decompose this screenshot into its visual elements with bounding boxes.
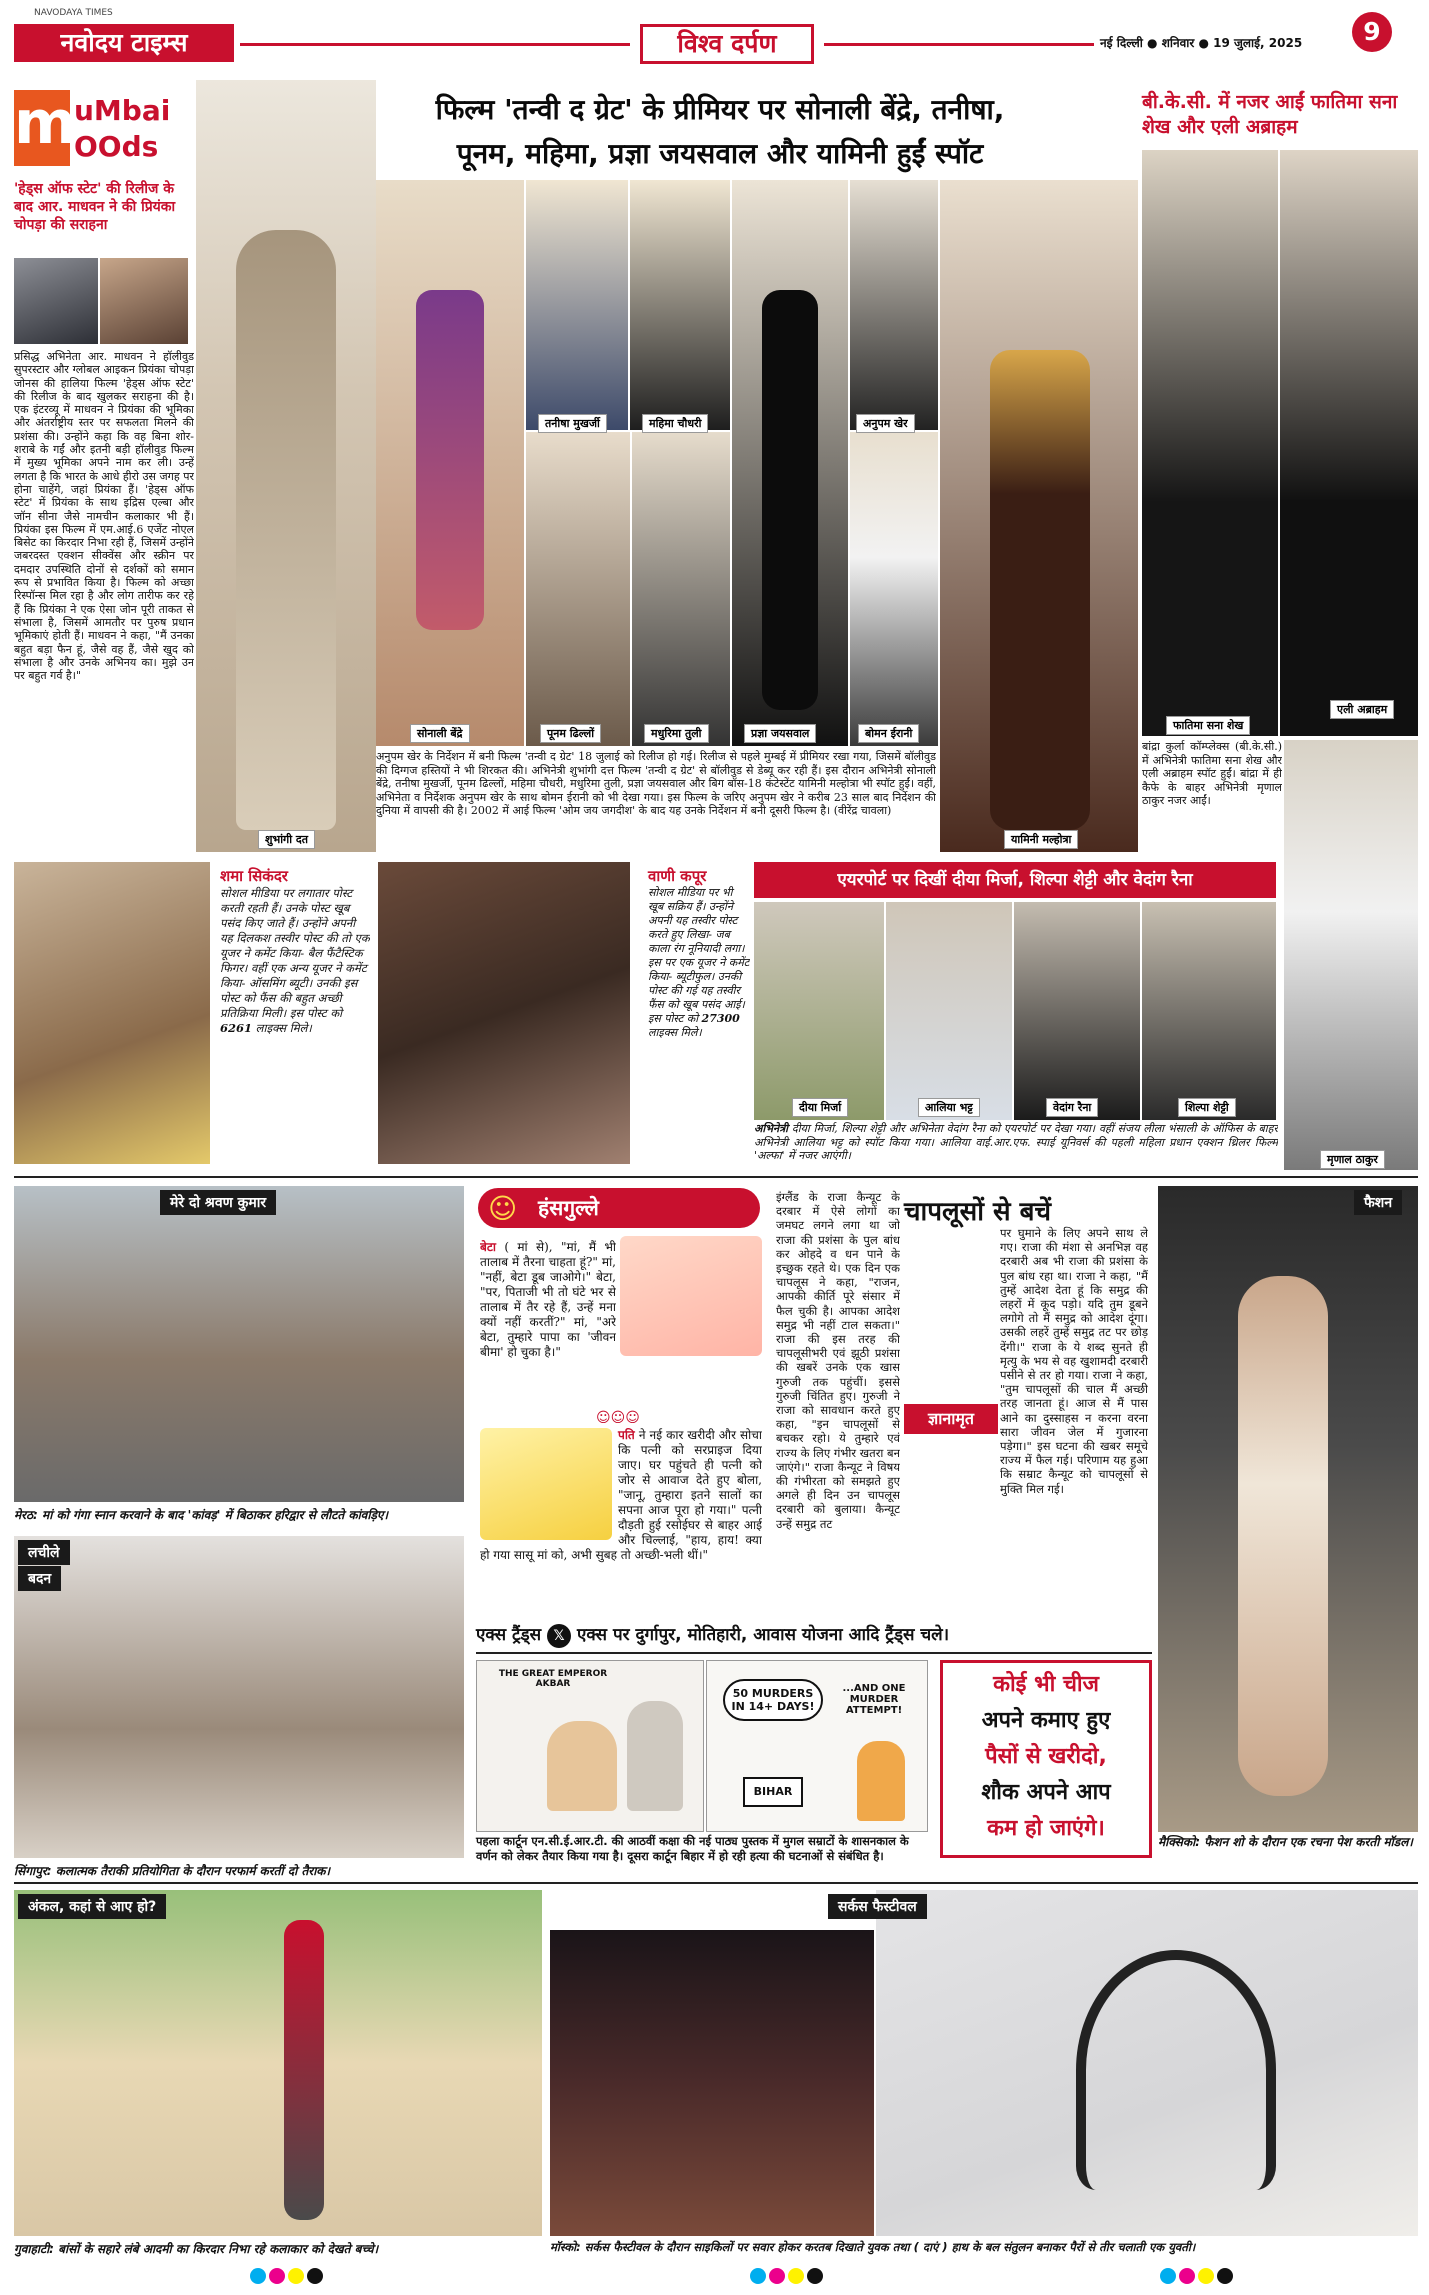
dateline: नई दिल्ली ● शनिवार ● 19 जुलाई, 2025 (1100, 36, 1303, 50)
mumbai-body: प्रसिद्ध अभिनेता आर. माधवन ने हॉलीवुड सुपरस्टार और ग्लोबल आइकन प्रियंका चोपड़ा जोनस की हालिया फिल्म 'हेड्स ऑफ स्टेट' की रिलीज के बाद खुलकर सराहना की है। एक इंटरव्यू में माधवन ने प्रियंका की भूमिका और अंतर्राष्ट्रीय स्तर पर सफलता मिलने की प्रशंसा की। उन्होंने कहा कि वह बिना शोर-शराबे के गईं और इतनी बड़ी हॉलीवुड फिल्म में मुख्य भूमिका अपने नाम कर ली। उन्हें लगता है कि भारत के आधे हीरो उस जगह पर होना चाहेंगे, जहां प्रियंका हैं। 'हेड्स ऑफ स्टेट' में प्रियंका के साथ इद्रिस एल्बा और जॉन सीना जैसे नामचीन कलाकार भी हैं। प्रियंका इस फिल्म में एम.आई.6 एजेंट नोएल बिसेट का किरदार निभा रही हैं, जिसमें उन्होंने जबरदस्त एक्शन सीक्वेंस और स्क्रीन पर दमदार उपस्थिति दोनों से दर्शकों को समान रूप से प्रभावित किया है। फिल्म को अच्छा रिस्पॉन्स मिल रहा है और लोग तारीफ कर रहे हैं कि प्रियंका ने एक ऐसा जोन पूरी ताकत से संभाला है, जिसमें आमतौर पर पुरुष प्रधान भूमिकाएं होती हैं। माधवन ने कहा, "मैं उनका बहुत बड़ा फैन हूं, जैसे वह हैं, जैसे खुद को संभाला है और उनके अभिनय का। मुझे उन पर बहुत गर्व है।" (14, 350, 194, 683)
pragya-photo (732, 180, 848, 746)
gyanamrit-title: चापलूसों से बचें (904, 1197, 1051, 1227)
registration-dots-right (1160, 2268, 1233, 2284)
cartoon-caption: पहला कार्टून एन.सी.ई.आर.टी. की आठवीं कक्षा की नई पाठ्य पुस्तक में मुगल सम्राटों के शासनकाल के वर्णन को लेकर तैयार किया गया है। दूसरा कार्टून बिहार में हो रही हत्या की घटनाओं से संबंधित है। (476, 1834, 909, 1863)
page-number: 9 (1352, 12, 1392, 52)
cartoon-2 (706, 1660, 928, 1832)
dot-magenta (1179, 2268, 1195, 2284)
vedang-photo (1014, 902, 1140, 1120)
vani-body (648, 886, 750, 1166)
cartoon-figure-3 (857, 1741, 905, 1821)
section-title: विश्व दर्पण (640, 24, 814, 64)
dot-yellow (1198, 2268, 1214, 2284)
bkc-headline: बी.के.सी. में नजर आईं फातिमा सना शेख और एली अब्राहम (1142, 91, 1398, 138)
joke1 (480, 1240, 616, 1368)
swimmers-photo (14, 1536, 464, 1858)
paper-logo: नवोदय टाइम्स (14, 24, 234, 62)
quote-line-4: शौक अपने आप (981, 1780, 1111, 1805)
cartoon-bubble-2: ...AND ONE MURDER ATTEMPT! (842, 1683, 906, 1716)
car-float (480, 1428, 618, 1540)
gown-shape (236, 230, 336, 830)
shilpa-photo (1142, 902, 1276, 1120)
dot-black (807, 2268, 823, 2284)
gyanamrit-col1: इंग्लैंड के राजा कैन्यूट के दरबार में ऐसे लोगों का जमघट लगने लगा था जो राजा की प्रशंसा के पुल बांध कर ओहदे व धन पाने के इच्छुक रहते थे। एक दिन एक चापलूस ने कहा, "राजन, आपकी कीर्ति पूरे संसार में फैल चुकी है। आपका आदेश समुद्र भी नहीं टाल सकता।" राजा की इस तरह की चापलूसीभरी एवं झूठी प्रशंसा की खबरें उनके एक खास गुरुजी तक पहुंचीं। इससे गुरुजी चिंतित हुए। गुरुजी ने राजा को सावधान करते हुए कहा, "इन चापलूसों से बचकर रहो। ये तुम्हारे एवं राज्य के लिए गंभीर खतरा बन जाएंगे।" राजा कैन्यूट ने विषय की गंभीरता को समझते हुए अगले ही दिन उन चापलूस दरबारी को बुलाया। कैन्यूट उन्हें समुद्र तट (776, 1190, 900, 1531)
dot-magenta (769, 2268, 785, 2284)
caption-pragya: प्रज्ञा जयसवाल (744, 724, 816, 743)
circus-archer-photo (876, 1890, 1418, 2236)
uncle-label: अंकल, कहां से आए हो? (18, 1894, 166, 1919)
caption-yamini: यामिनी मल्होत्रा (1004, 830, 1078, 849)
cartoon-1 (476, 1660, 704, 1832)
hansgulle-separator: ☺☺☺ (596, 1410, 640, 1426)
circus-label: सर्कस फैस्टीवल (828, 1894, 927, 1919)
vani-likes-suffix: लाइक्स मिले। (648, 1026, 702, 1039)
elli-photo (1280, 150, 1418, 736)
fashion-caption: मैक्सिको: फैशन शो के दौरान एक रचना पेश करती मॉडल। (1158, 1835, 1413, 1849)
cartoon-sign: BIHAR (743, 1777, 803, 1807)
cartoon-figure-2 (627, 1701, 683, 1811)
joke1-text: ( मां से), "मां, मैं भी तालाब में तैरना चाहता हूं?" मां, "नहीं, बेटा डूब जाओगे।" बेटा, "पर, पिताजी भी तो घंटे भर से तालाब में तैर रहे हैं, उन्हें मना क्यों नहीं करतीं?" मां, "अरे बेटा, तुम्हारे पापा का 'जीवन बीमा' हो चुका है।" (480, 1240, 616, 1359)
quote-line-1: कोई भी चीज (993, 1672, 1099, 1697)
quote-box (940, 1660, 1152, 1858)
dot-black (1217, 2268, 1233, 2284)
uncle-caption: गुवाहाटी: बांसों के सहारे लंबे आदमी का किरदार निभा रहे कलाकार को देखते बच्चे। (14, 2242, 379, 2256)
vani-likes: 27300 (701, 1012, 740, 1025)
section-divider-1 (14, 1176, 1418, 1178)
fashion-label: फैशन (1354, 1190, 1402, 1215)
shravan-caption: मेरठ: मां को गंगा स्नान करवाने के बाद 'कांवड़' में बिठाकर हरिद्वार से लौटते कांवड़िए। (14, 1508, 389, 1522)
registration-dots-mid (750, 2268, 823, 2284)
tanisha-photo (526, 180, 628, 430)
trends-rule (476, 1652, 1152, 1654)
mumbai-moods-logo (14, 90, 184, 166)
mrunal-photo (1284, 740, 1418, 1170)
caption-fatima: फातिमा सना शेख (1166, 716, 1250, 735)
masthead (0, 0, 1429, 72)
caption-tanisha: तनीषा मुखर्जी (538, 414, 607, 433)
caption-vedang: वेदांग रैना (1046, 1098, 1098, 1117)
dot-yellow (288, 2268, 304, 2284)
dot-cyan (250, 2268, 266, 2284)
fashion-photo (1158, 1186, 1418, 1832)
bkc-body: बांद्रा कुर्ला कॉम्प्लेक्स (बी.के.सी.) में अभिनेत्री फातिमा सना शेख और एली अब्राहम स्पॉट हुईं। बांद्रा में ही कैफे के बाहर अभिनेत्री मृणाल ठाकुर नजर आईं। (1142, 740, 1282, 807)
quote-line-2: अपने कमाए हुए (981, 1708, 1111, 1733)
madhurima-photo (632, 432, 730, 746)
mumbai-headline: 'हेड्स ऑफ स्टेट' की रिलीज के बाद आर. माधवन ने की प्रियंका चोपड़ा की सराहना (14, 181, 176, 233)
dot-yellow (788, 2268, 804, 2284)
shama-body (220, 886, 370, 1166)
model-shape (1238, 1276, 1328, 1796)
dot-black (307, 2268, 323, 2284)
shama-likes: 6261 (220, 1021, 253, 1035)
shama-name: शमा सिकंदर (220, 867, 288, 885)
tall-man-shape (284, 1920, 324, 2220)
shubhangi-photo (196, 80, 376, 852)
dot-cyan (1160, 2268, 1176, 2284)
x-trends-bar (476, 1620, 1152, 1650)
mahima-photo (630, 180, 730, 430)
archer-shape (1076, 1950, 1276, 2190)
joke2-lead: पति (618, 1428, 635, 1442)
sonali-photo (376, 180, 524, 746)
airport-headline: एयरपोर्ट पर दिखीं दीया मिर्जा, शिल्पा शेट्टी और वेदांग रैना (754, 862, 1276, 898)
cartoon-book: THE GREAT EMPEROR AKBAR (498, 1669, 608, 1689)
airport-body (754, 1122, 1278, 1170)
dot-cyan (750, 2268, 766, 2284)
cartoon-figure (547, 1721, 617, 1811)
airport-body-text: दीया मिर्जा, शिल्पा शेट्टी और अभिनेता वेदांग रैना को एयरपोर्ट पर देखा गया। वहीं संजय लीला भंसाली के ऑफिस के बाहर अभिनेत्री आलिया भट्ट को स्पॉट किया गया। आलिया वाई.आर.एफ. स्पाई यूनिवर्स की पहली महिला प्रधान एक्शन थ्रिलर फिल्म 'अल्फा' में नजर आएंगी। (754, 1122, 1278, 1162)
hansgulle-title: हंसगुल्ले (538, 1196, 599, 1220)
caption-elli: एली अब्राहम (1330, 700, 1394, 719)
caption-shilpa: शिल्पा शेट्टी (1178, 1098, 1236, 1117)
premiere-headline-1: फिल्म 'तन्वी द ग्रेट' के प्रीमियर पर सोनाली बेंद्रे, तनीषा, (435, 93, 1005, 126)
uncle-photo (14, 1890, 542, 2236)
poonam-photo (526, 432, 630, 746)
airport-body-lead: अभिनेत्री (754, 1122, 789, 1135)
circus-cycle-photo (550, 1930, 874, 2236)
vani-name: वाणी कपूर (648, 867, 707, 885)
lachile-label-2: बदन (18, 1566, 61, 1591)
caption-anupam: अनुपम खेर (856, 414, 915, 433)
mother-child-illustration (620, 1236, 762, 1356)
hansgulle-title-box (478, 1188, 760, 1228)
joke2-text: ने नई कार खरीदी और सोचा कि पत्नी को सरप्राइज दिया जाए। घर पहुंचते ही पत्नी को जोर से आवाज देते हुए बोला, "जानू, तुम्हारा इतने सालों का सपना आज पूरा हो गया।" पत्नी दौड़ती हुई रसोईघर से बाहर आई और चिल्लाई, "हाय, हाय! क्या हो गया सासू मां को, अभी सुबह तो अच्छी-भली थीं।" (480, 1428, 762, 1562)
joke2 (480, 1428, 762, 1588)
shravan-photo (14, 1186, 464, 1502)
dress-shape (762, 290, 818, 710)
shama-photo (14, 862, 210, 1164)
section-divider-2 (14, 1882, 1418, 1884)
quote-line-3: पैसों से खरीदो, (985, 1744, 1107, 1769)
paper-small-name: NAVODAYA TIMES (34, 8, 113, 18)
boman-photo (850, 432, 938, 746)
caption-poonam: पूनम ढिल्लों (540, 724, 601, 743)
dress-shape (416, 290, 484, 630)
yamini-photo (940, 180, 1138, 852)
lachile-label-1: लचीले (18, 1540, 70, 1565)
logo-line1: uMbai (74, 94, 171, 127)
lachile-caption: सिंगापुर: कलात्मक तैराकी प्रतियोगिता के दौरान परफार्म करतीं दो तैराक। (14, 1864, 331, 1878)
anupam-photo (850, 180, 938, 430)
caption-boman: बोमन ईरानी (858, 724, 919, 743)
x-icon: 𝕏 (547, 1624, 571, 1648)
caption-sonali: सोनाली बेंद्रे (410, 724, 470, 743)
x-trends-text: एक्स पर दुर्गापुर, मोतिहारी, आवास योजना आदि ट्रैंड्स चले। (571, 1625, 950, 1645)
gyanamrit-col2: पर घुमाने के लिए अपने साथ ले गए। राजा की मंशा से अनभिज्ञ वह दरबारी अब भी राजा की प्रशंसा के पुल बांध रहा था। राजा ने कहा, "मैं तुम्हें आदेश देता हूं कि समुद्र की लहरों में कूद पड़ो। यदि तुम डूबने लगोगे तो मैं समुद्र को आदेश दूंगा। उसकी लहरें तुम्हें समुद्र तट पर छोड़ देंगी।" राजा के ये शब्द सुनते ही मृत्यु के भय से वह खुशामदी दरबारी पसीने से तर हो गया। राजा ने कहा, "तुम चापलूसों की चाल मैं अच्छी तरह जानता हूं। आज से मैं पास आने का दुस्साहस न करना वरना सारा जीवन जेल में गुजारना पड़ेगा।" इस घटना की खबर समूचे राज्य में फैल गई। परिणाम यह हुआ कि सम्राट कैन्यूट को चापलूसों से मुक्ति मिल गई। (1000, 1226, 1148, 1496)
dia-photo (754, 902, 884, 1120)
gyanamrit-label: ज्ञानामृत (904, 1404, 998, 1434)
joke1-lead: बेटा (480, 1240, 497, 1254)
circus-caption: मॉस्को: सर्कस फैस्टीवल के दौरान साइकिलों पर सवार होकर करतब दिखाते युवक तथा ( दाएं ) हाथ के बल संतुलन बनाकर पैरों से तीर चलाती एक युवती। (550, 2240, 1196, 2254)
caption-dia: दीया मिर्जा (792, 1098, 848, 1117)
smiley-icon: ☺ (488, 1192, 518, 1225)
masthead-rule-right (824, 43, 1094, 46)
shravan-label: मेरे दो श्रवण कुमार (160, 1190, 276, 1215)
priyanka-photo (100, 258, 188, 344)
vani-body-text: सोशल मीडिया पर भी खूब सक्रिय हैं। उन्होंने अपनी यह तस्वीर पोस्ट करते हुए लिखा- जब काला रंग नूनियादी लगा। इस पर एक यूजर ने कमेंट किया- ब्यूटीफुल। उनकी पोस्ट की गई यह तस्वीर फैंस को खूब पसंद आई। इस पोस्ट को (648, 886, 750, 1025)
shama-body-text: सोशल मीडिया पर लगातार पोस्ट करती रहती हैं। उनके पोस्ट खूब पसंद किए जाते हैं। उन्होंने अपनी यह दिलकश तस्वीर पोस्ट की तो एक यूजर ने कमेंट किया- बैल फैंटैस्टिक फिगर। वहीं एक अन्य यूजर ने कमेंट किया- ऑसमिंग ब्यूटी। उनकी इस पोस्ट को फैंस की बहुत अच्छी प्रतिक्रिया मिली। इस पोस्ट को (220, 886, 370, 1020)
cartoon-bubble-1: 50 MURDERS IN 14+ DAYS! (723, 1679, 823, 1721)
dot-magenta (269, 2268, 285, 2284)
caption-alia: आलिया भट्ट (918, 1098, 980, 1117)
caption-mrunal: मृणाल ठाकुर (1320, 1150, 1385, 1169)
madhavan-photo (14, 258, 98, 344)
caption-mahima: महिमा चौधरी (642, 414, 708, 433)
vani-photo (378, 862, 630, 1164)
premiere-headline-2: पूनम, महिमा, प्रज्ञा जयसवाल और यामिनी हुईं स्पॉट (456, 137, 984, 170)
fatima-photo (1142, 150, 1278, 736)
alia-photo (886, 902, 1012, 1120)
registration-dots-left (250, 2268, 323, 2284)
logo-line2: OOds (74, 130, 159, 163)
caption-shubhangi: शुभांगी दत (258, 830, 315, 849)
logo-m: m (14, 90, 70, 166)
x-trends-lead: एक्स ट्रैंड्स (476, 1625, 542, 1645)
premiere-body: अनुपम खेर के निर्देशन में बनी फिल्म 'तन्वी द ग्रेट' 18 जुलाई को रिलीज हो गई। रिलीज से पहले मुम्बई में प्रीमियर रखा गया, जिसमें बॉलीवुड की दिग्गज हस्तियों ने भी शिरकत की। अभिनेत्री शुभांगी दत्त फिल्म 'तन्वी द ग्रेट' से बॉलीवुड से डेब्यू कर रही हैं। इस दौरान अभिनेत्री सोनाली बेंद्रे, तनीषा मुखर्जी, पूनम ढिल्लों, महिमा चौधरी, मधुरिमा तुली, प्रज्ञा जयसवाल और बिग बॉस-18 कंटेस्टेंट यामिनी मल्होत्रा भी स्पॉट हुईं। वहीं, अभिनेता व निर्देशक अनुपम खेर के साथ बोमन ईरानी को भी देखा गया। इस फिल्म के जरिए अनुपम खेर ने करीब 23 साल बाद निर्देशन की दुनिया में वापसी की है। 2002 में आई फिल्म 'ओम जय जगदीश' के बाद यह उनके निर्देशन में बनी दूसरी फिल्म है। (वीरेंद्र चावला) (376, 750, 936, 817)
caption-madhurima: मधुरिमा तुली (644, 724, 709, 743)
shama-likes-suffix: लाइक्स मिले। (252, 1021, 312, 1035)
quote-line-5: कम हो जाएंगे। (987, 1816, 1105, 1841)
saree-shape (990, 350, 1090, 830)
masthead-rule-left (240, 43, 630, 46)
